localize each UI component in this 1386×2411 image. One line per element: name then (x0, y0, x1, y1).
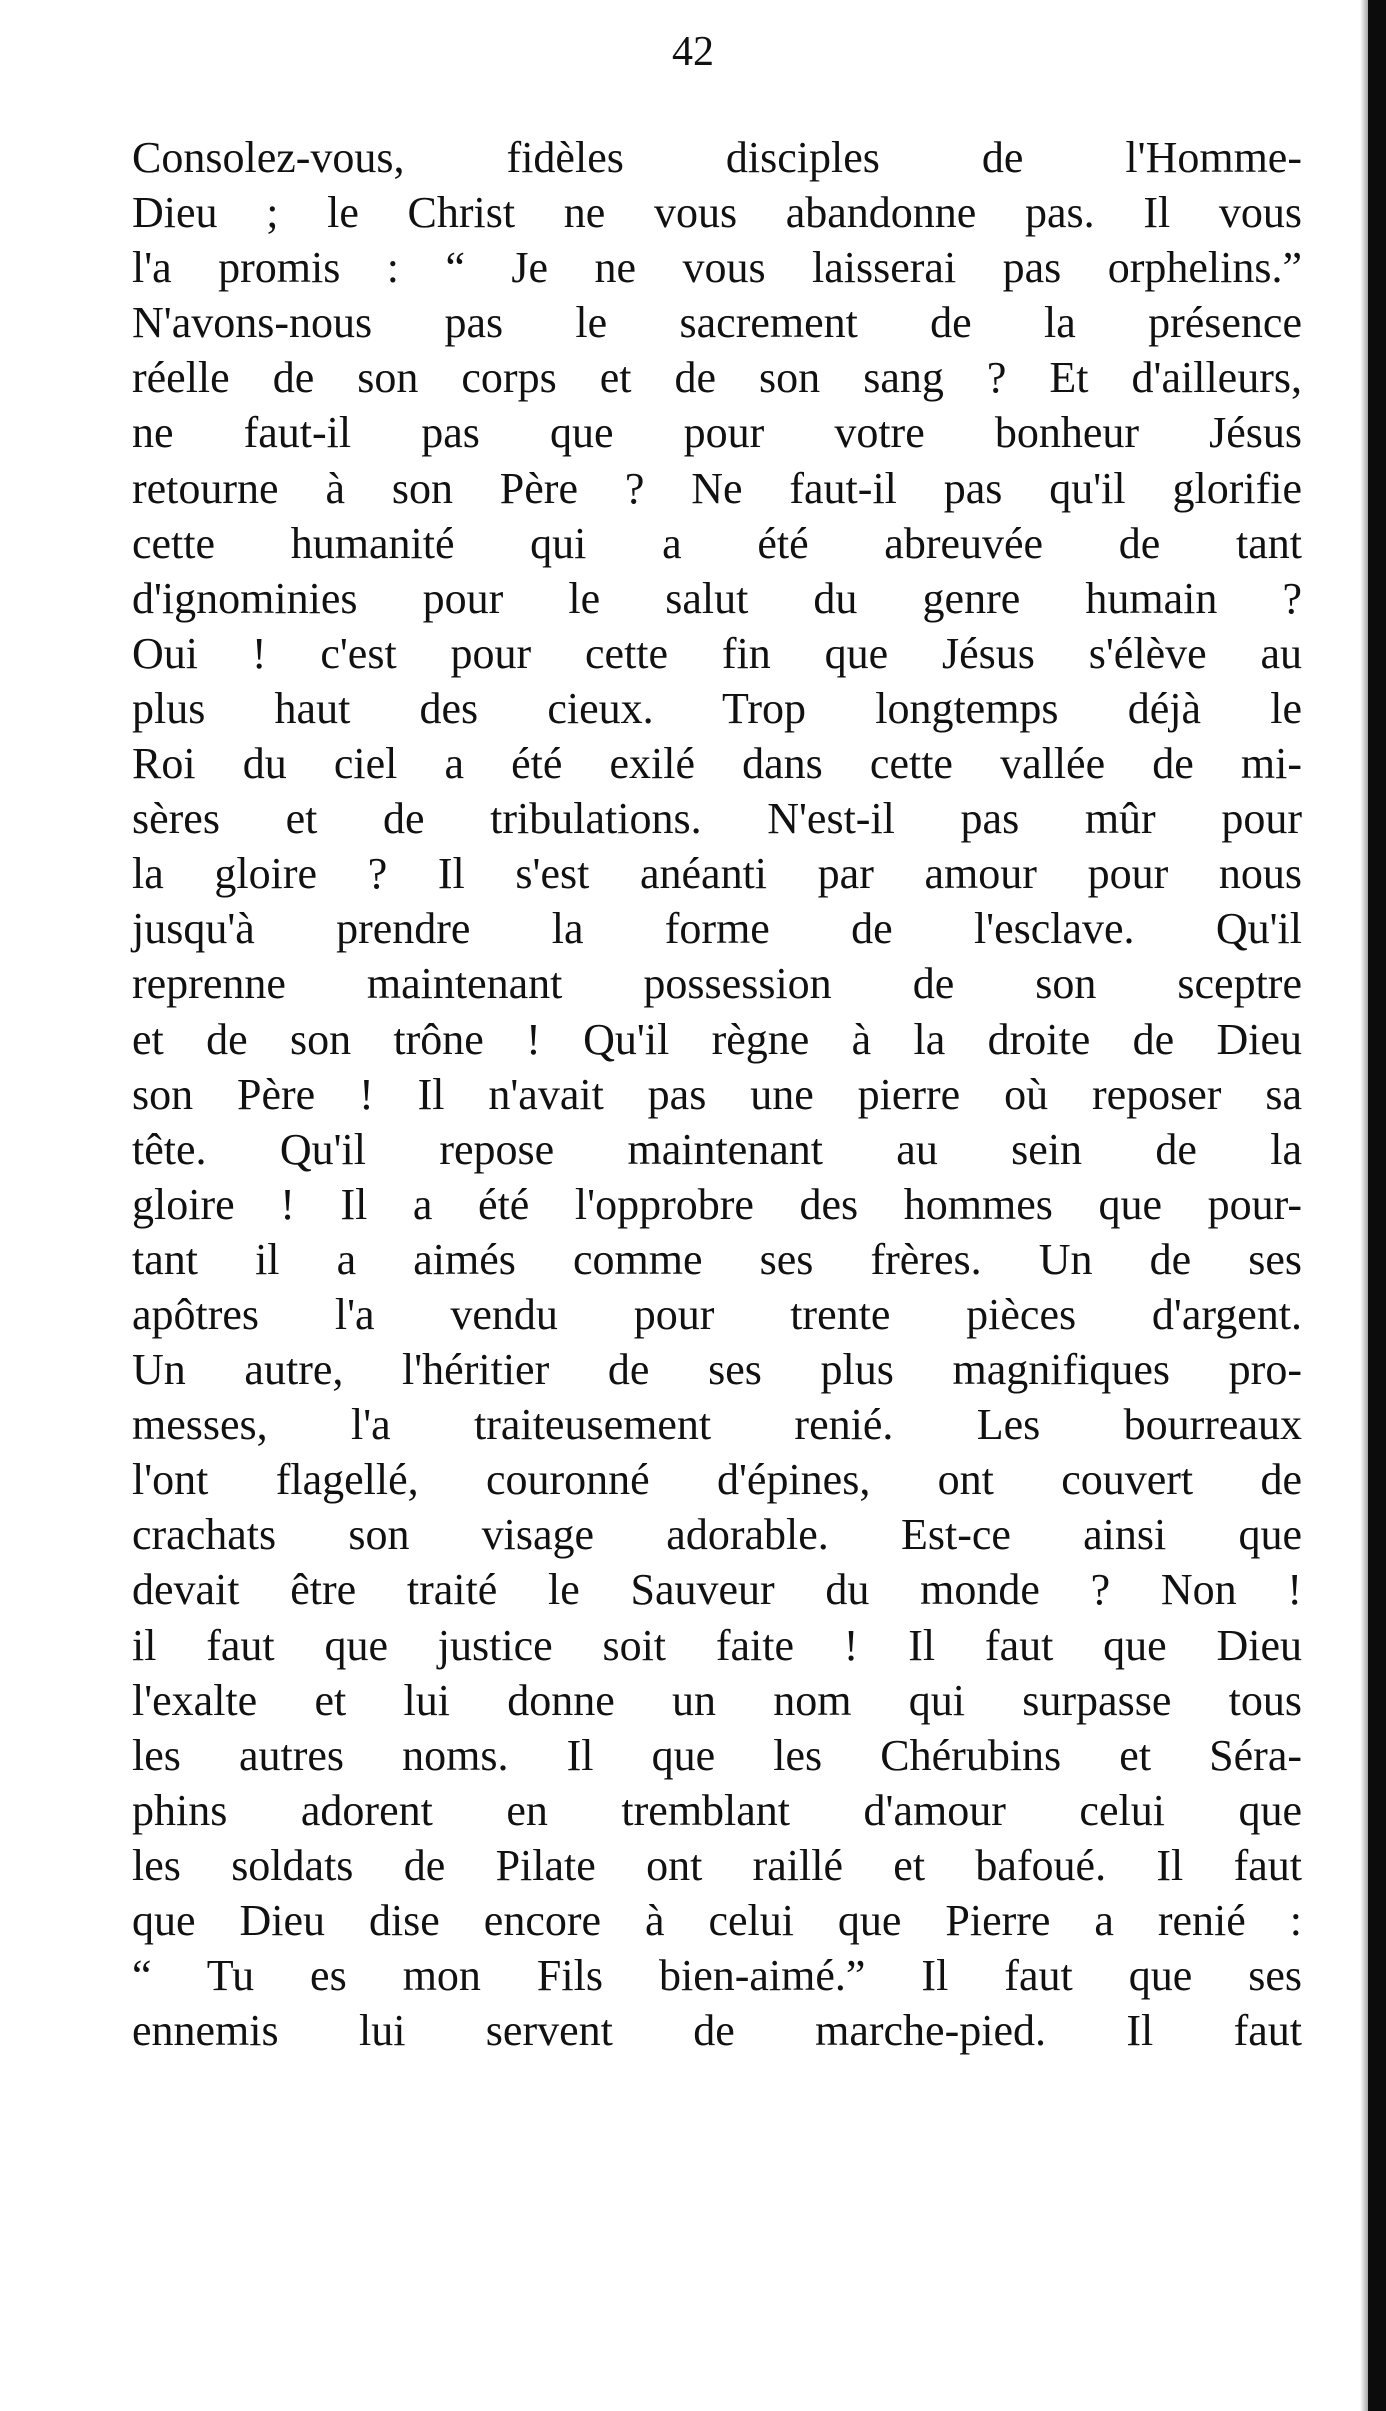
text-line: apôtres l'a vendu pour trente pièces d'argent. (132, 1289, 1302, 1339)
text-line: que Dieu dise encore à celui que Pierre a renié : (132, 1896, 1302, 1945)
text-line: d'ignominies pour le salut du genre humain ? (132, 573, 1302, 623)
text-line: cette humanité qui a été abreuvée de tant (132, 518, 1302, 568)
text-line: Consolez-vous, fidèles disciples de l'Homme- (132, 133, 1302, 182)
text-line: tête. Qu'il repose maintenant au sein de la (132, 1124, 1302, 1174)
text-line: l'exalte et lui donne un nom qui surpasse tous (132, 1675, 1302, 1725)
text-line: gloire ! Il a été l'opprobre des hommes que pour- (132, 1179, 1302, 1229)
text-line: plus haut des cieux. Trop longtemps déjà le (132, 683, 1302, 733)
text-line: ne faut-il pas que pour votre bonheur Jésus (132, 408, 1302, 458)
text-line: Un autre, l'héritier de ses plus magnifiques pro- (132, 1345, 1302, 1395)
text-line: N'avons-nous pas le sacrement de la présence (132, 298, 1302, 348)
text-line: “ Tu es mon Fils bien-aimé.” Il faut que ses (132, 1951, 1302, 2001)
text-line: et de son trône ! Qu'il règne à la droite de Dieu (132, 1014, 1302, 1064)
text-line: Oui ! c'est pour cette fin que Jésus s'élève au (132, 628, 1302, 678)
page-edge-bar (1368, 0, 1386, 2411)
text-line: ennemis lui servent de marche-pied. Il faut (132, 2006, 1302, 2056)
text-line: la gloire ? Il s'est anéanti par amour pour nous (132, 849, 1302, 899)
text-line: son Père ! Il n'avait pas une pierre où reposer sa (132, 1069, 1302, 1119)
text-line: réelle de son corps et de son sang ? Et d'ailleurs, (132, 353, 1302, 403)
text-line: retourne à son Père ? Ne faut-il pas qu'il glorifie (132, 463, 1302, 513)
text-line: phins adorent en tremblant d'amour celui que (132, 1785, 1302, 1835)
text-line: Dieu ; le Christ ne vous abandonne pas. Il vous (132, 188, 1302, 238)
text-line: Roi du ciel a été exilé dans cette vallée de mi- (132, 739, 1302, 789)
text-line: crachats son visage adorable. Est-ce ainsi que (132, 1510, 1302, 1560)
text-line: les soldats de Pilate ont raillé et bafoué. Il faut (132, 1840, 1302, 1890)
page-number: 42 (672, 29, 714, 75)
text-line: messes, l'a traiteusement renié. Les bourreaux (132, 1400, 1302, 1450)
page-edge-shadow (1360, 0, 1368, 2411)
text-line: reprenne maintenant possession de son sceptre (132, 959, 1302, 1009)
text-line: sères et de tribulations. N'est-il pas mûr pour (132, 794, 1302, 844)
body-text (132, 130, 1302, 2058)
text-line: il faut que justice soit faite ! Il faut que Dieu (132, 1620, 1302, 1670)
text-line: devait être traité le Sauveur du monde ? Non ! (132, 1565, 1302, 1615)
text-line: les autres noms. Il que les Chérubins et Séra- (132, 1730, 1302, 1780)
text-line: l'ont flagellé, couronné d'épines, ont couvert de (132, 1455, 1302, 1505)
text-line: l'a promis : “ Je ne vous laisserai pas orphelins.” (132, 243, 1302, 293)
text-line: jusqu'à prendre la forme de l'esclave. Qu'il (132, 904, 1302, 954)
text-line: tant il a aimés comme ses frères. Un de ses (132, 1234, 1302, 1284)
